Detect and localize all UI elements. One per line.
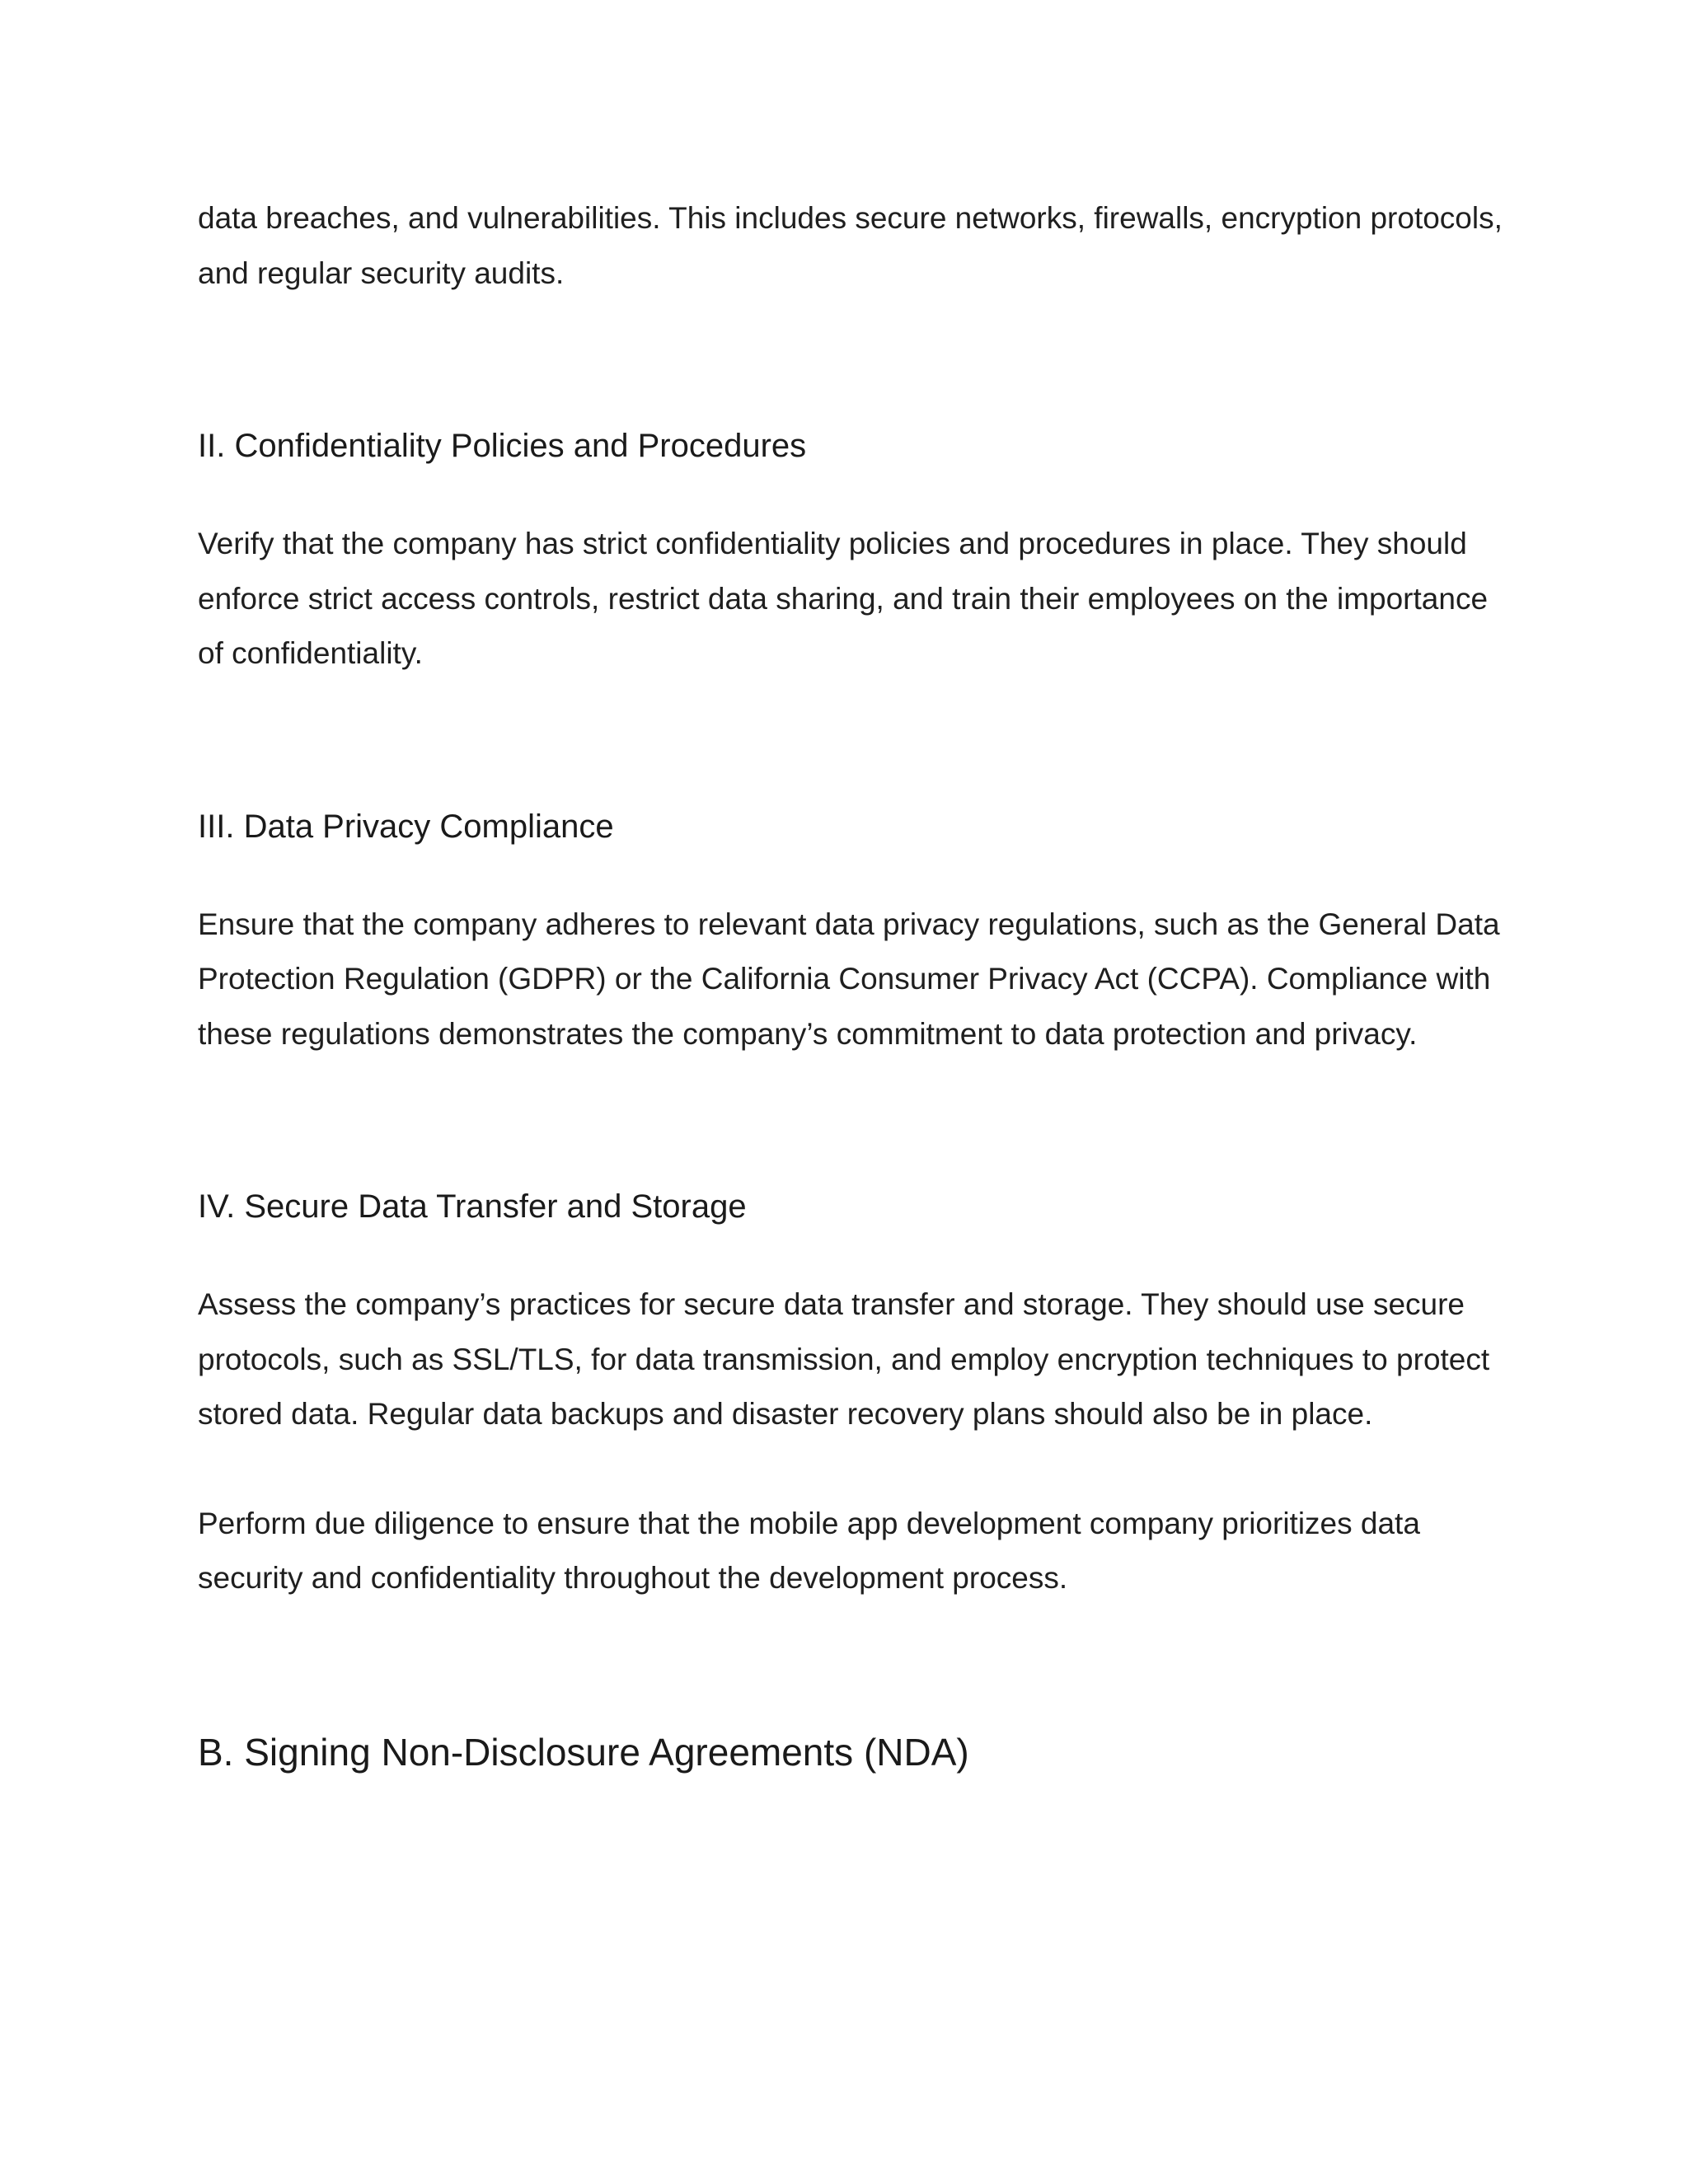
paragraph-data-privacy-compliance: Ensure that the company adheres to relevant data privacy regulations, such as the General Data Protection Regulation (GDPR) or the California Consumer Privacy Act (CCPA). Compliance with these regulations demonstrates the company’s commitment to data protection and privacy. <box>198 907 1500 1051</box>
section-heading-nda: B. Signing Non-Disclosure Agreements (NDA) <box>198 1730 969 1774</box>
section-heading-secure-data-transfer: IV. Secure Data Transfer and Storage <box>198 1188 747 1225</box>
section-heading-data-privacy-compliance: III. Data Privacy Compliance <box>198 808 614 845</box>
document-body <box>198 191 1508 1779</box>
paragraph-due-diligence: Perform due diligence to ensure that the mobile app development company prioritizes data security and confidentiality throughout the development process. <box>198 1506 1420 1595</box>
continuation-paragraph: data breaches, and vulnerabilities. This includes secure networks, firewalls, encryption protocols, and regular security audits. <box>198 201 1503 290</box>
paragraph-secure-data-transfer: Assess the company’s practices for secure data transfer and storage. They should use secure protocols, such as SSL/TLS, for data transmission, and employ encryption techniques to protect stored data. Regular data backups and disaster recovery plans should also be in place. <box>198 1287 1490 1431</box>
section-heading-confidentiality-policies: II. Confidentiality Policies and Procedures <box>198 428 807 464</box>
paragraph-confidentiality-policies: Verify that the company has strict confidentiality policies and procedures in place. They should enforce strict access controls, restrict data sharing, and train their employees on the importance of confidentiality. <box>198 527 1489 670</box>
